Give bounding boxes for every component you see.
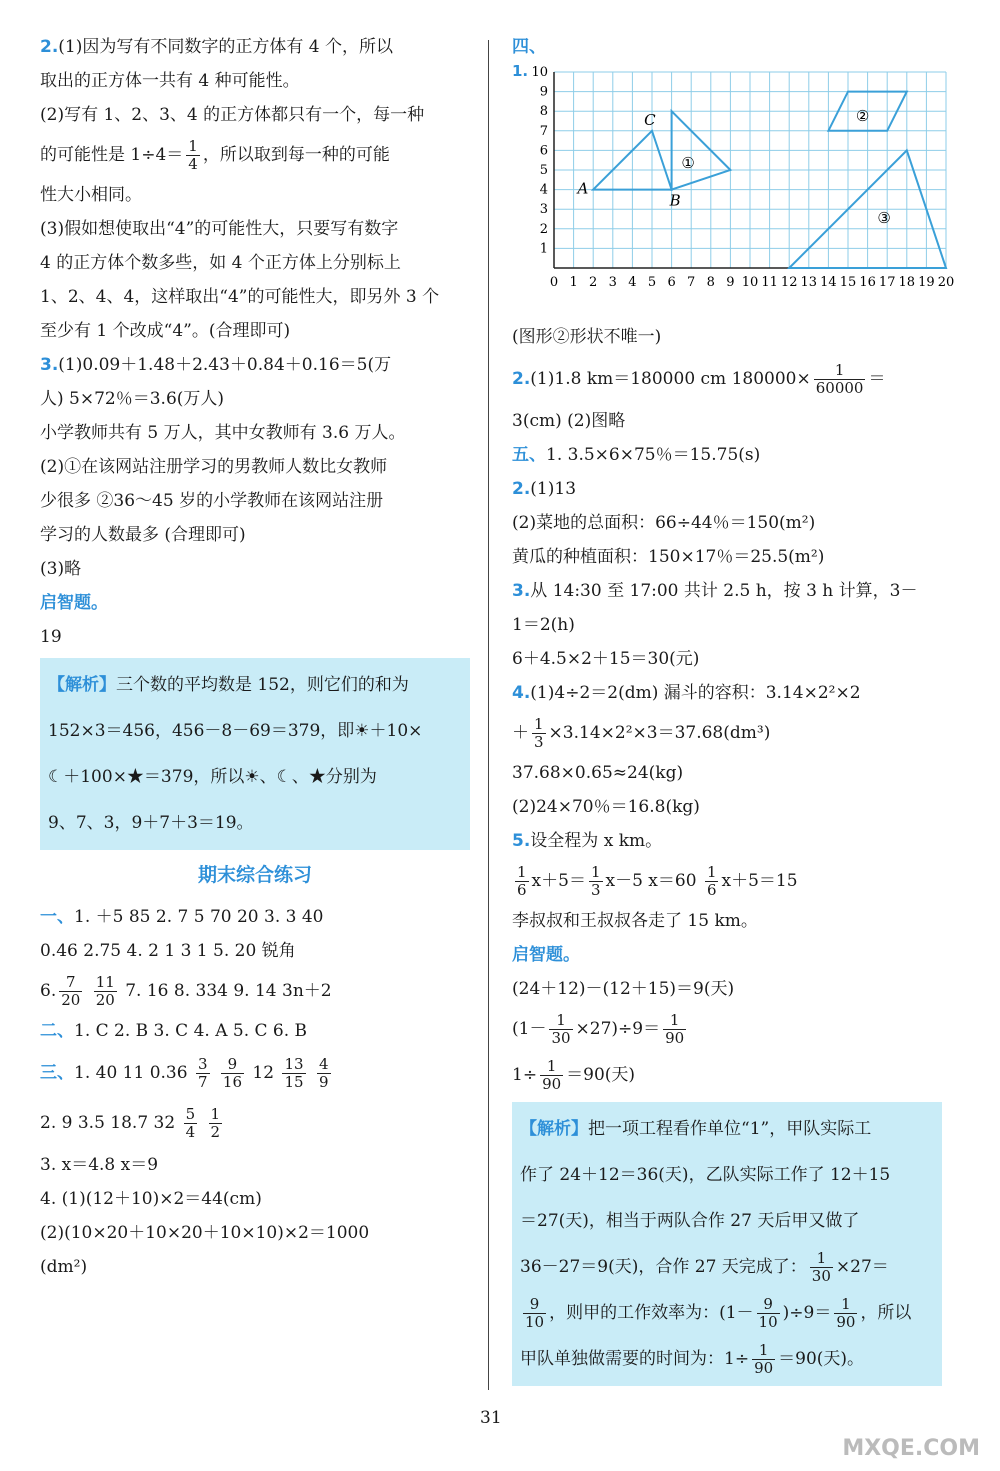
denominator: 10	[758, 1313, 778, 1331]
text: 性大小相同。	[40, 185, 142, 205]
line	[512, 710, 942, 756]
x-tick-label: 20	[937, 275, 955, 290]
fraction	[757, 1296, 780, 1331]
section-title: 期末综合练习	[197, 864, 312, 886]
x-tick-label: 4	[628, 275, 637, 290]
denominator: 6	[517, 881, 527, 899]
numerator: 1	[534, 715, 544, 733]
text: ＝90(天)。	[778, 1349, 865, 1369]
numerator: 1	[814, 362, 866, 380]
numerator: 9	[757, 1296, 780, 1314]
line	[40, 1014, 470, 1048]
right-column	[512, 30, 955, 1390]
fraction	[834, 1296, 857, 1331]
denominator: 20	[61, 991, 81, 1009]
question-number: 3.	[512, 581, 531, 601]
fraction	[221, 1056, 244, 1091]
text: 3(cm) (2)图略	[512, 411, 626, 431]
denominator: 10	[525, 1313, 545, 1331]
text: 1. ＋5 85 2. 7 5 70 20 3. 3 40	[74, 907, 324, 927]
text: (1)1.8 km＝180000 cm 180000×	[530, 369, 811, 389]
line	[40, 1098, 470, 1148]
line	[512, 1052, 942, 1098]
question-number: 4.	[512, 683, 531, 703]
denominator: 9	[318, 1073, 329, 1091]
numerator: 4	[318, 1055, 329, 1073]
y-tick-label: 10	[531, 65, 548, 80]
equation-line	[512, 858, 942, 904]
text: 6.	[40, 981, 57, 1001]
numerator: 11	[95, 973, 115, 991]
text: 2. 9 3.5 18.7 32	[40, 1113, 176, 1133]
text: 6＋4.5×2＋15＝30(元)	[512, 649, 700, 669]
x-tick-label: 1	[569, 275, 578, 290]
text: x＋5＝15	[721, 871, 798, 891]
text: 黄瓜的种植面积：150×17％＝25.5(m²)	[512, 547, 825, 567]
text: ＝27(天)，相当于两队合作 27 天后甲又做了	[520, 1211, 860, 1231]
denominator: 16	[222, 1073, 242, 1091]
x-tick-label: 11	[761, 275, 778, 290]
denominator: 15	[284, 1073, 304, 1091]
numerator: 13	[284, 1055, 304, 1073]
line	[520, 1290, 934, 1336]
page-number: 31	[480, 1408, 502, 1428]
y-tick-label: 8	[539, 104, 548, 120]
x-tick-label: 12	[780, 275, 798, 290]
numerator: 5	[185, 1105, 196, 1123]
text: 1. 40 11 0.36	[74, 1063, 188, 1083]
x-tick-label: 6	[667, 275, 676, 290]
text: 1. C 2. B 3. C 4. A 5. C 6. B	[74, 1021, 308, 1041]
denominator: 90	[542, 1075, 562, 1093]
y-tick-label: 4	[539, 182, 548, 198]
denominator: 4	[185, 1123, 196, 1141]
text: 12	[252, 1063, 275, 1083]
fraction	[810, 1250, 833, 1285]
y-tick-label: 6	[539, 143, 548, 159]
fraction	[663, 1012, 686, 1047]
y-tick-label: 7	[539, 123, 548, 139]
text: 至少有 1 个改成“4”。(合理即可)	[40, 321, 291, 341]
text: 1、2、4、4，这样取出“4”的可能性大，即另外 3 个	[40, 287, 440, 307]
text: (2)①在该网站注册学习的男教师人数比女教师	[40, 457, 388, 477]
text: 4. (1)(12＋10)×2＝44(cm)	[40, 1189, 262, 1209]
line	[512, 1006, 942, 1052]
numerator: 1	[663, 1012, 686, 1030]
numerator: 1	[834, 1296, 857, 1314]
denominator: 90	[665, 1029, 685, 1047]
fraction	[94, 974, 117, 1009]
numerator: 1	[517, 863, 527, 881]
x-tick-label: 0	[549, 275, 559, 290]
text: 7. 16 8. 334 9. 14 3n＋2	[125, 981, 332, 1001]
analysis-box	[40, 658, 470, 850]
text: 取出的正方体一共有 4 种可能性。	[40, 71, 300, 91]
text: 3. x＝4.8 x＝9	[40, 1155, 159, 1175]
question-number: 2.	[40, 37, 59, 57]
note: (图形②形状不唯一)	[512, 327, 662, 347]
line	[40, 968, 470, 1014]
left-column	[40, 30, 470, 1284]
text: 三个数的平均数是 152，则它们的和为	[116, 675, 409, 695]
x-tick-label: 9	[726, 275, 735, 290]
fraction	[196, 1056, 210, 1091]
text: 小学教师共有 5 万人，其中女教师有 3.6 万人。	[40, 423, 406, 443]
numerator: 1	[752, 1342, 775, 1360]
x-tick-label: 10	[741, 275, 759, 290]
question-number: 3.	[40, 355, 59, 375]
line	[520, 1244, 934, 1290]
analysis-tag: 【解析】	[48, 675, 116, 695]
x-tick-label: 8	[706, 275, 715, 290]
section-label: 三、	[40, 1063, 74, 1083]
text: 4 的正方体个数多些，如 4 个正方体上分别标上	[40, 253, 401, 273]
column-divider	[488, 40, 489, 1390]
text: 1÷	[512, 1065, 538, 1085]
text: 36－27＝9(天)，合作 27 天完成了：	[520, 1257, 807, 1277]
numerator: 1	[210, 1105, 221, 1123]
denominator: 4	[188, 155, 198, 173]
numerator: 1	[810, 1250, 833, 1268]
line	[512, 676, 942, 710]
section-label: 五、	[512, 445, 546, 465]
text: (2)菜地的总面积：66÷44％＝150(m²)	[512, 513, 816, 533]
question-number: 1.	[512, 62, 529, 80]
analysis-box	[512, 1102, 942, 1386]
text: (2)(10×20＋10×20＋10×10)×2＝1000	[40, 1223, 370, 1243]
text: 人) 5×72％＝3.6(万人)	[40, 389, 225, 409]
denominator: 60000	[815, 379, 864, 397]
line	[512, 824, 942, 858]
question-number: 5.	[512, 831, 531, 851]
text: ，所以	[860, 1303, 912, 1323]
numerator: 1	[540, 1058, 563, 1076]
denominator: 30	[811, 1267, 831, 1285]
line	[40, 132, 470, 178]
text: 设全程为 x km。	[530, 831, 663, 851]
text: x＋5＝	[531, 871, 586, 891]
fraction	[515, 864, 529, 899]
fraction	[814, 362, 866, 397]
denominator: 2	[210, 1123, 221, 1141]
watermark: MXQE.COM	[842, 1436, 980, 1461]
denominator: 30	[551, 1029, 571, 1047]
grid-figure	[512, 62, 955, 320]
text: (1)13	[530, 479, 577, 499]
x-tick-label: 7	[687, 275, 696, 290]
text: 学习的人数最多 (合理即可)	[40, 525, 246, 545]
question-number: 2.	[512, 369, 531, 389]
numerator: 9	[523, 1296, 546, 1314]
text: ×27＝	[835, 1257, 889, 1277]
fraction	[209, 1106, 223, 1141]
text: ，所以取到每一种的可能	[202, 145, 390, 165]
text: )÷9＝	[782, 1303, 832, 1323]
text: ＝	[868, 369, 886, 389]
x-tick-label: 14	[820, 275, 837, 290]
numerator: 7	[59, 974, 82, 992]
text: (1)0.09＋1.48＋2.43＋0.84＋0.16＝5(万	[58, 355, 392, 375]
x-tick-label: 17	[878, 275, 896, 290]
text: 152×3＝456，456－8－69＝379，即☀＋10×	[48, 721, 423, 741]
text: ＋	[512, 723, 529, 743]
text: ×27)÷9＝	[575, 1019, 661, 1039]
text: (3)略	[40, 559, 82, 579]
text: (1－	[512, 1019, 547, 1039]
shape-label-2: ②	[855, 107, 870, 125]
analysis-tag: 【解析】	[520, 1119, 588, 1139]
text: (3)假如想使取出“4”的可能性大，只要写有数字	[40, 219, 399, 239]
text: 少很多 ②36～45 岁的小学教师在该网站注册	[40, 491, 384, 511]
line	[512, 574, 942, 608]
numerator: 1	[549, 1012, 572, 1030]
y-tick-label: 1	[539, 241, 548, 257]
fraction	[705, 864, 719, 899]
line	[520, 1336, 934, 1382]
text: 0.46 2.75 4. 2 1 3 1 5. 20 锐角	[40, 941, 296, 961]
fraction	[184, 1106, 198, 1141]
coordinate-grid	[512, 62, 955, 308]
line	[40, 900, 470, 934]
x-tick-label: 2	[589, 275, 598, 290]
denominator: 7	[197, 1073, 208, 1091]
denominator: 90	[836, 1313, 856, 1331]
shape-label-3: ③	[877, 208, 891, 227]
fraction	[752, 1342, 775, 1377]
fraction	[59, 974, 82, 1009]
text: 从 14:30 至 17:00 共计 2.5 h，按 3 h 计算，3－	[530, 581, 918, 601]
section-heading: 启智题。	[40, 593, 108, 613]
x-tick-label: 18	[898, 275, 916, 290]
text: ＝90(天)	[566, 1065, 636, 1085]
denominator: 90	[754, 1359, 774, 1377]
text: (dm²)	[40, 1257, 88, 1277]
fraction	[589, 864, 603, 899]
text: (24＋12)－(12＋15)＝9(天)	[512, 979, 735, 999]
x-tick-label: 5	[647, 275, 657, 290]
numerator: 3	[197, 1055, 208, 1073]
x-tick-label: 13	[800, 275, 818, 290]
text: 的可能性是 1÷4＝	[40, 145, 184, 165]
text: ，则甲的工作效率为：(1－	[549, 1303, 754, 1323]
text: 1. 3.5×6×75％＝15.75(s)	[546, 445, 761, 465]
line	[40, 30, 470, 64]
x-tick-label: 16	[859, 275, 876, 290]
label-b: B	[669, 191, 681, 210]
text: 9、7、3，9＋7＋3＝19。	[48, 813, 254, 833]
fraction	[186, 138, 200, 173]
section-heading: 启智题。	[512, 945, 580, 965]
y-tick-label: 5	[539, 163, 548, 178]
text: ×3.14×2²×3＝37.68(dm³)	[548, 723, 771, 743]
line	[512, 354, 942, 404]
line	[40, 348, 470, 382]
line	[512, 472, 942, 506]
denominator: 20	[95, 991, 115, 1009]
text: (1)4÷2＝2(dm) 漏斗的容积：3.14×2²×2	[530, 683, 861, 703]
numerator: 9	[221, 1056, 244, 1074]
section-label: 四、	[512, 37, 546, 57]
answer: 19	[40, 627, 62, 647]
text: ☾＋100×★＝379，所以☀、☾、★分别为	[48, 767, 377, 787]
numerator: 1	[706, 863, 717, 881]
label-c: C	[644, 110, 656, 129]
fraction	[532, 716, 546, 751]
shape-label-1: ①	[681, 154, 695, 173]
line	[40, 1048, 470, 1098]
question-number: 2.	[512, 479, 531, 499]
section-label: 一、	[40, 907, 74, 927]
text: (1)因为写有不同数字的正方体有 4 个，所以	[58, 37, 394, 57]
x-tick-label: 19	[918, 275, 935, 290]
fraction	[549, 1012, 572, 1047]
y-tick-label: 9	[539, 84, 548, 100]
numerator: 1	[188, 137, 198, 155]
text: 作了 24＋12＝36(天)，乙队实际工作了 12＋15	[520, 1165, 891, 1185]
x-tick-label: 15	[839, 275, 857, 290]
numerator: 1	[590, 863, 601, 881]
text: (2)24×70％＝16.8(kg)	[512, 797, 700, 817]
fraction	[317, 1056, 331, 1091]
fraction	[540, 1058, 563, 1093]
denominator: 3	[534, 733, 544, 751]
text: 1＝2(h)	[512, 615, 575, 635]
denominator: 3	[590, 881, 601, 899]
x-tick-label: 3	[608, 275, 617, 290]
text: 把一项工程看作单位“1”，甲队实际工	[588, 1119, 872, 1139]
line	[512, 438, 942, 472]
denominator: 6	[706, 881, 717, 899]
text: x－5 x＝60	[605, 871, 702, 891]
text: 甲队单独做需要的时间为：1÷	[520, 1349, 750, 1369]
fraction	[282, 1056, 305, 1091]
y-tick-label: 3	[539, 202, 548, 218]
text: 李叔叔和王叔叔各走了 15 km。	[512, 911, 758, 931]
y-tick-label: 2	[539, 221, 548, 237]
label-a: A	[577, 179, 589, 198]
text: (2)写有 1、2、3、4 的正方体都只有一个，每一种	[40, 105, 425, 125]
section-label: 二、	[40, 1021, 74, 1041]
fraction	[523, 1296, 546, 1331]
text: 37.68×0.65≈24(kg)	[512, 763, 684, 783]
